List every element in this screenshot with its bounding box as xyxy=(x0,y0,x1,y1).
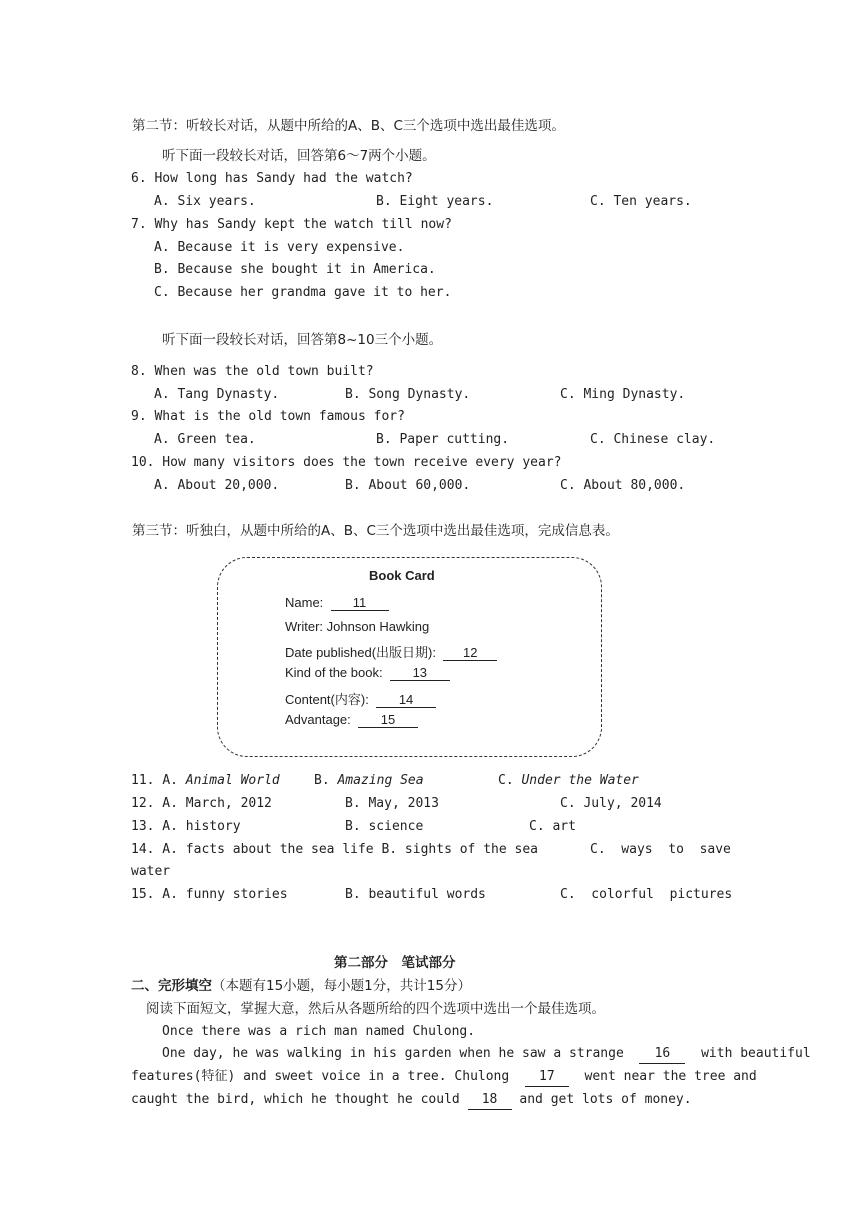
q14-options-ab: 14. A. facts about the sea life B. sights of the sea xyxy=(131,842,538,857)
q9-stem: 9. What is the old town famous for? xyxy=(131,409,405,424)
q15-option-b: B. beautiful words xyxy=(345,887,486,902)
q15-option-c: C. colorful pictures xyxy=(560,887,733,902)
q7-option-b: B. Because she bought it in America. xyxy=(154,262,436,277)
book-card-writer: Writer: Johnson Hawking xyxy=(285,619,430,634)
q12-option-c: C. July, 2014 xyxy=(560,796,662,811)
passage-text: went near the tree and xyxy=(584,1069,757,1084)
q7-stem: 7. Why has Sandy kept the watch till now? xyxy=(131,217,452,232)
blank-15: 15 xyxy=(358,712,418,728)
q6-option-c: C. Ten years. xyxy=(590,194,692,209)
passage-text: with beautiful xyxy=(701,1046,811,1061)
q11-line xyxy=(131,772,280,790)
q8-option-c: C. Ming Dynasty. xyxy=(560,387,686,402)
q11-option-c: Under the Water xyxy=(521,773,639,788)
cloze-heading: 二、完形填空 xyxy=(131,978,212,994)
q13-option-b: B. science xyxy=(345,819,424,834)
q10-option-b: B. About 60,000. xyxy=(345,478,471,493)
q8-stem: 8. When was the old town built? xyxy=(131,364,374,379)
kind-label: Kind of the book: xyxy=(285,665,383,680)
passage-line-1: Once there was a rich man named Chulong. xyxy=(162,1024,476,1039)
q11-c xyxy=(498,772,639,790)
q7-option-a: A. Because it is very expensive. xyxy=(154,240,405,255)
q6-option-b: B. Eight years. xyxy=(376,194,494,209)
q11-a-prefix: A. xyxy=(162,773,178,788)
section3-title: 第三节：听独白，从题中所给的A、B、C三个选项中选出最佳选项，完成信息表。 xyxy=(132,523,619,539)
q9-option-b: B. Paper cutting. xyxy=(376,432,510,447)
cloze-heading-note: （本题有15小题，每小题1分，共计15分） xyxy=(212,978,471,994)
passage-line-3 xyxy=(131,1068,757,1087)
q12-option-b: B. May, 2013 xyxy=(345,796,439,811)
blank-18: 18 xyxy=(468,1091,512,1110)
q11-c-prefix: C. xyxy=(498,773,514,788)
blank-16: 16 xyxy=(639,1045,685,1064)
passage-line-2 xyxy=(162,1045,811,1064)
q15-option-a: 15. A. funny stories xyxy=(131,887,288,902)
q9-option-a: A. Green tea. xyxy=(154,432,256,447)
q11-b-prefix: B. xyxy=(314,773,330,788)
content-label: Content(内容): xyxy=(285,692,369,707)
book-card-kind xyxy=(285,665,450,681)
q6-option-a: A. Six years. xyxy=(154,194,256,209)
q12-option-a: 12. A. March, 2012 xyxy=(131,796,272,811)
blank-14: 14 xyxy=(376,692,436,708)
q14-option-c: C. ways to save xyxy=(590,842,731,857)
advantage-label: Advantage: xyxy=(285,712,351,727)
q10-option-a: A. About 20,000. xyxy=(154,478,280,493)
book-card-content xyxy=(285,689,436,708)
q10-stem: 10. How many visitors does the town receive every year? xyxy=(131,455,562,470)
q8-option-b: B. Song Dynasty. xyxy=(345,387,471,402)
book-card-title: Book Card xyxy=(369,568,435,583)
q11-option-a: Animal World xyxy=(185,773,280,788)
q11-num: 11. xyxy=(131,773,155,788)
q13-option-a: 13. A. history xyxy=(131,819,241,834)
blank-11: 11 xyxy=(331,595,389,611)
q8-option-a: A. Tang Dynasty. xyxy=(154,387,280,402)
passage-text: features(特征) and sweet voice in a tree. Chulong xyxy=(131,1069,510,1084)
q14-option-c-cont: water xyxy=(131,864,171,879)
book-card-date xyxy=(285,642,497,661)
book-card-advantage xyxy=(285,712,418,728)
cloze-instruction: 阅读下面短文，掌握大意，然后从各题所给的四个选项中选出一个最佳选项。 xyxy=(146,1001,605,1017)
date-label: Date published(出版日期): xyxy=(285,645,436,660)
q10-option-c: C. About 80,000. xyxy=(560,478,686,493)
blank-12: 12 xyxy=(443,645,497,661)
q13-option-c: C. art xyxy=(529,819,576,834)
q9-option-c: C. Chinese clay. xyxy=(590,432,716,447)
q11-b xyxy=(314,772,424,790)
section2-title: 第二节：听较长对话，从题中所给的A、B、C三个选项中选出最佳选项。 xyxy=(132,118,565,134)
blank-17: 17 xyxy=(525,1068,569,1087)
dialog2-intro: 听下面一段较长对话，回答第8~10三个小题。 xyxy=(162,332,443,348)
book-card xyxy=(217,557,602,757)
blank-13: 13 xyxy=(390,665,450,681)
part2-title: 第二部分 笔试部分 xyxy=(334,955,456,971)
q11-option-b: Amazing Sea xyxy=(337,773,424,788)
q7-option-c: C. Because her grandma gave it to her. xyxy=(154,285,452,300)
name-label: Name: xyxy=(285,595,324,610)
passage-text: One day, he was walking in his garden when he saw a strange xyxy=(162,1046,624,1061)
passage-text: and get lots of money. xyxy=(519,1092,692,1107)
book-card-name xyxy=(285,595,389,611)
passage-text: caught the bird, which he thought he could xyxy=(131,1092,460,1107)
part2-heading xyxy=(131,977,471,995)
q6-stem: 6. How long has Sandy had the watch? xyxy=(131,171,413,186)
dialog1-intro: 听下面一段较长对话，回答第6～7两个小题。 xyxy=(162,148,436,164)
passage-line-4 xyxy=(131,1091,692,1110)
